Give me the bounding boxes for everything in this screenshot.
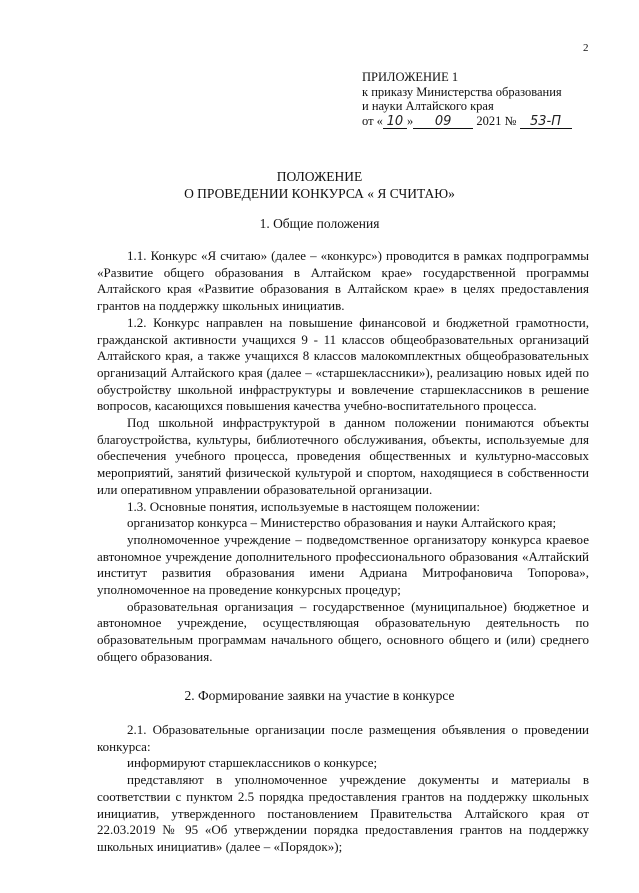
paragraph-1-3: 1.3. Основные понятия, используемые в настоящем положении: xyxy=(127,498,480,514)
appendix-line-1: к приказу Министерства образования xyxy=(362,84,562,99)
handwritten-day: 10 xyxy=(383,115,407,129)
title-line-1: ПОЛОЖЕНИЕ xyxy=(276,169,363,184)
paragraph-1-1: 1.1. Конкурс «Я считаю» (далее – «конкурс») проводится в рамках подпрограммы «Развитие общего образования в Алтайском крае» государственной программы Алтайского края «Развитие образования в Алтайском крае» в целях предоставления грантов на поддержку школьных инициатив. xyxy=(97,248,589,314)
paragraph-1-2: 1.2. Конкурс направлен на повышение финансовой и бюджетной грамотности, гражданской активности учащихся 9 - 11 классов общеобразовательных организаций Алтайского края, а также учащихся 8 классов малокомплектных общеобразовательных организаций Алтайского края (далее – «старшеклассники»), реализацию новых идей по обустройству школьной инфраструктуры и вовлечение старшеклассников в решение вопросов, касающихся повышения качества учебно-воспитательного процесса. xyxy=(97,314,589,414)
paragraph-infrastructure: Под школьной инфраструктурой в данном положении понимаются объекты благоустройства, культуры, библиотечного обслуживания, объекты, используемые для обеспечения учебного процесса, проведения общественных и культурно-массовых мероприятий, занятий физической культурой и спортом, находящиеся в собственности или оперативном управлении образовательной организации. xyxy=(97,415,589,497)
date-mid: » xyxy=(406,113,414,128)
title-line-2: О ПРОВЕДЕНИИ КОНКУРСА « Я СЧИТАЮ» xyxy=(184,186,455,201)
date-year: 2021 № xyxy=(476,113,517,128)
document-title xyxy=(0,168,639,202)
appendix-line-2: и науки Алтайского края xyxy=(362,99,494,113)
definition-educational-organization: образовательная организация – государственное (муниципальное) бюджетное и автономное учреждение, осуществляющая образовательную деятельность по образовательным программам начального общего, основного общего и (или) среднего общего образования. xyxy=(97,598,589,664)
date-prefix: от « xyxy=(362,113,383,128)
section-1-body xyxy=(97,248,589,666)
handwritten-month: 09 xyxy=(413,115,473,129)
section-1-heading: 1. Общие положения xyxy=(259,216,380,231)
handwritten-order-number: 53-П xyxy=(520,115,572,129)
definition-authorized-institution: уполномоченное учреждение – подведомственное организатору конкурса краевое автономное учреждение дополнительного профессионального образования «Алтайский институт развития образования имени Адриана Митрофановича Топорова», уполномоченное на проведение конкурсных процедур; xyxy=(97,531,589,598)
appendix-date-line xyxy=(362,114,572,129)
item-inform-students: информируют старшеклассников о конкурсе; xyxy=(127,755,378,771)
appendix-block xyxy=(362,70,572,129)
definition-organizer: организатор конкурса – Министерство образования и науки Алтайского края; xyxy=(127,515,557,531)
page-number: 2 xyxy=(583,42,589,54)
section-2-heading: 2. Формирование заявки на участие в конкурсе xyxy=(184,688,455,703)
section-2-body xyxy=(97,722,589,856)
paragraph-2-1: 2.1. Образовательные организации после размещения объявления о проведении конкурса: xyxy=(97,722,589,754)
appendix-title: ПРИЛОЖЕНИЕ 1 xyxy=(362,70,459,84)
item-submit-documents: представляют в уполномоченное учреждение документы и материалы в соответствии с пунктом 2.5 порядка предоставления грантов на поддержку школьных инициатив, утвержденного постановлением Правительства Алтайского края от 22.03.2019 № 95 «Об утверждении порядка предоставления грантов на поддержку школьных инициатив» (далее – «Порядок»); xyxy=(97,772,589,854)
